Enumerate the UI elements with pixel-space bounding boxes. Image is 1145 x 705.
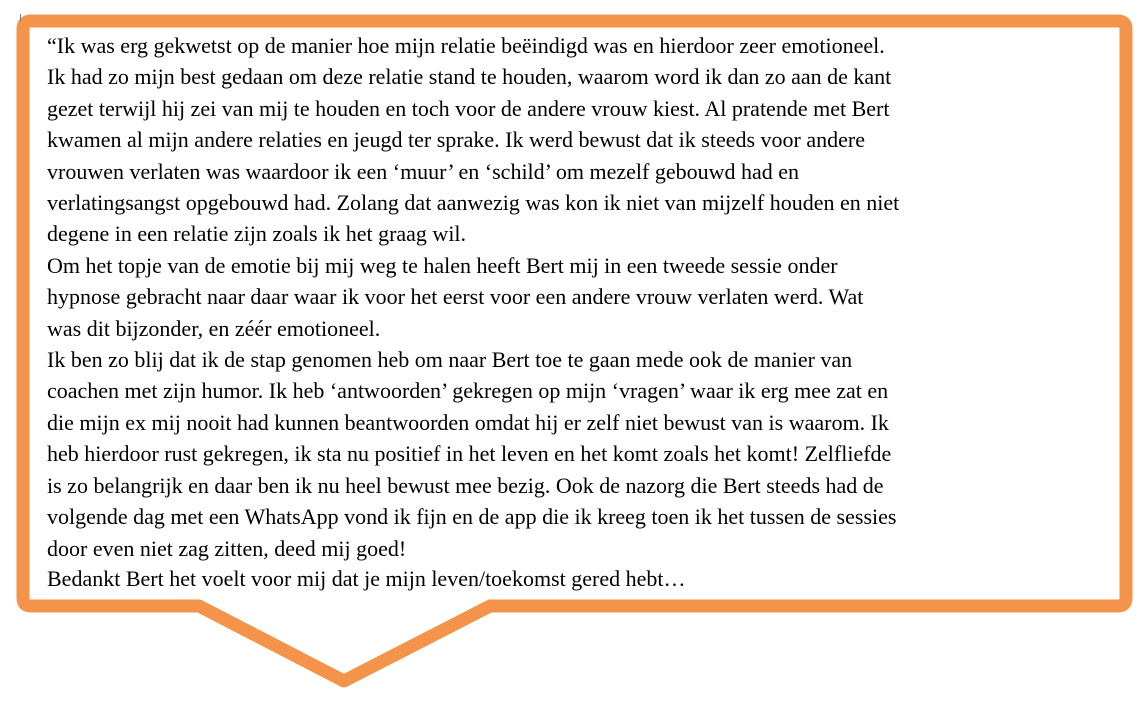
testimonial-line: verlatingsangst opgebouwd had. Zolang dat aanwezig was kon ik niet van mijzelf houden en niet bbox=[47, 190, 900, 216]
testimonial-line: is zo belangrijk en daar ben ik nu heel bewust mee bezig. Ook de nazorg die Bert steeds had de bbox=[47, 472, 884, 498]
testimonial-line: heb hierdoor rust gekregen, ik sta nu positief in het leven en het komt zoals het komt! Zelfliefde bbox=[47, 441, 892, 467]
testimonial-line: gezet terwijl hij zei van mij te houden en toch voor de andere vrouw kiest. Al pratende met Bert bbox=[47, 95, 890, 121]
testimonial-line: door even niet zag zitten, deed mij goed! bbox=[47, 535, 407, 561]
testimonial-line: Ik ben zo blij dat ik de stap genomen heb om naar Bert toe te gaan mede ook de manier van bbox=[47, 347, 853, 373]
testimonial-line: die mijn ex mij nooit had kunnen beantwoorden omdat hij er zelf niet bewust van is waarom. Ik bbox=[47, 409, 889, 435]
testimonial-line: “Ik was erg gekwetst op de manier hoe mijn relatie beëindigd was en hierdoor zeer emotioneel. bbox=[47, 33, 885, 58]
testimonial-line: hypnose gebracht naar daar waar ik voor het eerst voor een andere vrouw verlaten werd. Wat bbox=[47, 284, 864, 310]
testimonial-line: coachen met zijn humor. Ik heb ‘antwoorden’ gekregen op mijn ‘vragen’ waar ik erg mee zat en bbox=[47, 378, 889, 404]
testimonial-line: kwamen al mijn andere relaties en jeugd ter sprake. Ik werd bewust dat ik steeds voor andere bbox=[47, 127, 865, 153]
testimonial-line: was dit bijzonder, en zéér emotioneel. bbox=[47, 315, 381, 341]
testimonial-line: Bedankt Bert het voelt voor mij dat je mijn leven/toekomst gered hebt… bbox=[47, 565, 686, 591]
testimonial-text bbox=[47, 30, 1122, 597]
testimonial-line: vrouwen verlaten was waardoor ik een ‘muur’ en ‘schild’ om mezelf gebouwd had en bbox=[47, 158, 799, 184]
corner-mark bbox=[20, 14, 21, 21]
testimonial-line: volgende dag met een WhatsApp vond ik fijn en de app die ik kreeg toen ik het tussen de sessies bbox=[47, 504, 897, 530]
testimonial-line: degene in een relatie zijn zoals ik het graag wil. bbox=[47, 221, 467, 247]
testimonial-line: Ik had zo mijn best gedaan om deze relatie stand te houden, waarom word ik dan zo aan de kant bbox=[47, 64, 892, 90]
testimonial-line: Om het topje van de emotie bij mij weg te halen heeft Bert mij in een tweede sessie onder bbox=[47, 252, 838, 278]
